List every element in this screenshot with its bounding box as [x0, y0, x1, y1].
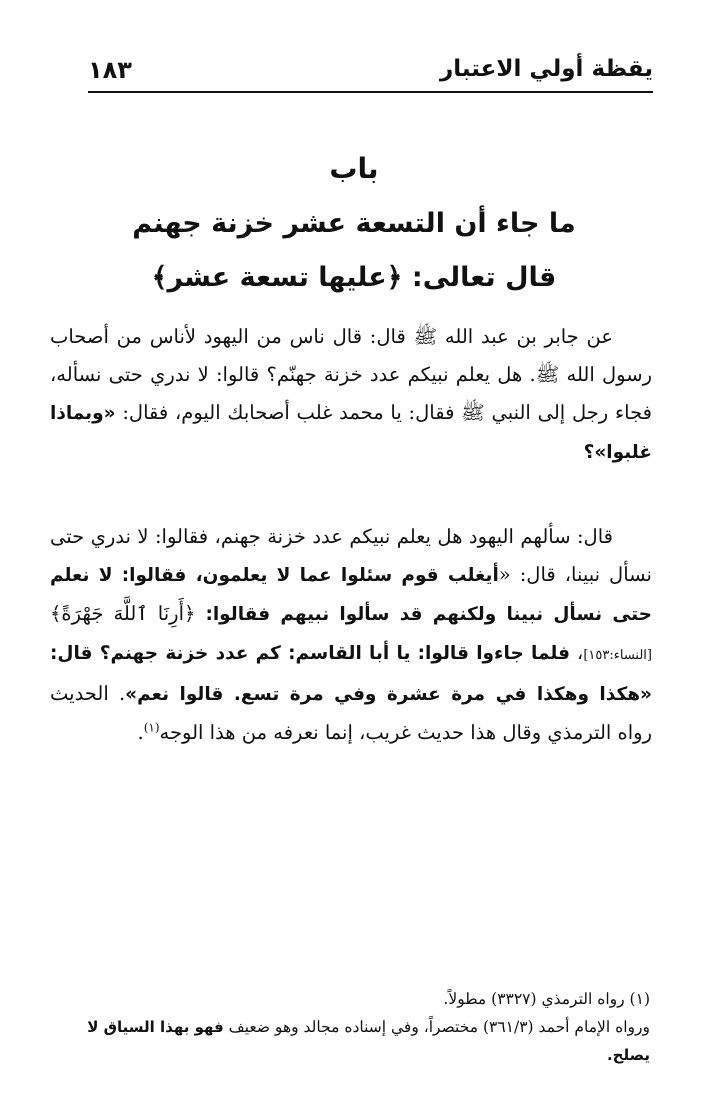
paragraph-2	[50, 518, 652, 752]
footnote-marker: (١)	[143, 720, 160, 735]
header-rule	[88, 91, 653, 93]
paragraph-2-text-1: قال: سألهم اليهود هل يعلم نبيكم عدد خزنة جهنم، فقالوا: لا ندري حتى نسأل نبينا، قال: «	[50, 525, 652, 586]
paragraph-1-bold: «وبماذا غلبوا»؟	[50, 403, 652, 463]
page-header	[88, 52, 653, 90]
chapter-heading: باب	[329, 152, 379, 185]
page-number: ١٨٣	[88, 56, 132, 84]
footnote-2-bold: فهو بهذا السياق لا يصلح.	[87, 1018, 650, 1064]
verse-heading: قال تعالى: ﴿عليها تسعة عشر﴾	[151, 262, 557, 293]
paragraph-2-bold-2: فلما جاءوا قالوا: يا أبا القاسم: كم عدد خزنة جهنم؟ قال: «هكذا وهكذا في مرة عشرة وفي مرة تسع. قالوا نعم»	[50, 643, 652, 705]
paragraph-1-text: عن جابر بن عبد الله ﷺ قال: قال ناس من اليهود لأناس من أصحاب رسول الله ﷺ. هل يعلم نبيكم عدد خزنة جهنّم؟ قالوا: لا ندري حتى نسأله، فجاء رجل إلى النبي ﷺ فقال: يا محمد غلب أصحابك اليوم، فقال:	[50, 325, 652, 424]
paragraph-2-bold-1: أيغلب قوم سئلوا عما لا يعلمون، فقالوا: لا نعلم حتى نسأل نبينا ولكنهم قد سألوا نبيهم فقالوا:	[50, 565, 652, 625]
paragraph-1	[50, 318, 652, 472]
paragraph-2-text-4: .	[137, 721, 144, 744]
quran-verse: ﴿أَرِنَا ٱللَّهَ جَهْرَةً﴾	[50, 602, 206, 625]
chapter-title: ما جاء أن التسعة عشر خزنة جهنم	[132, 208, 576, 239]
verse-reference: [النساء:١٥٣]	[583, 648, 652, 663]
running-title: يقظة أولي الاعتبار	[439, 56, 653, 82]
footnote-1: (١) رواه الترمذي (٣٣٢٧) مطولاً.	[443, 990, 650, 1008]
paragraph-2-text-2: ،	[570, 641, 584, 664]
footnotes	[55, 985, 650, 1069]
footnote-2-text: ورواه الإمام أحمد (٣٦١/٣) مختصراً، وفي إسناده مجالد وهو ضعيف	[223, 1018, 650, 1036]
footnote-2	[55, 1013, 650, 1069]
paragraph-2-text-3: . الحديث رواه الترمذي وقال هذا حديث غريب، إنما نعرفه من هذا الوجه	[50, 682, 652, 744]
